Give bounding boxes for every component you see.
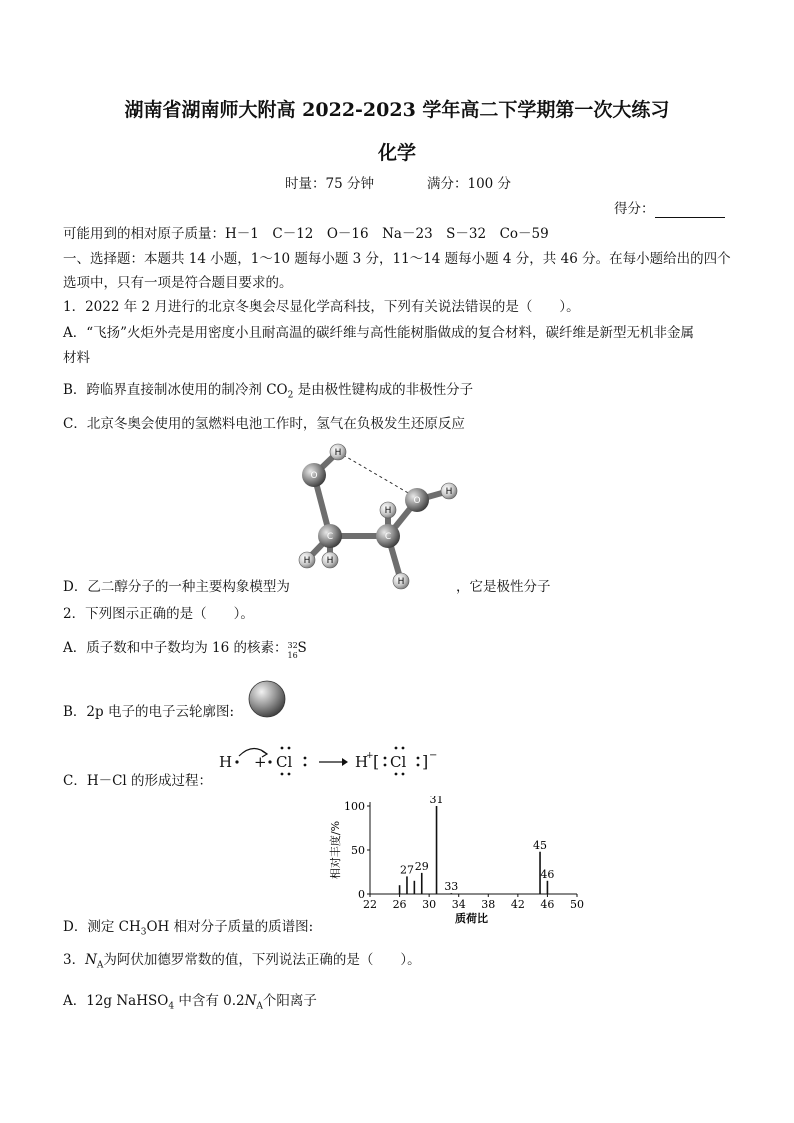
plus-sign: +: [254, 753, 267, 771]
peak-label: 46: [540, 867, 555, 881]
element-symbol: S: [297, 640, 307, 656]
q2-option-c: C．H－Cl 的形成过程：: [63, 773, 213, 789]
q3-number: 3．: [63, 952, 86, 968]
q1-option-c: C．北京冬奥会使用的氢燃料电池工作时，氢气在负极发生还原反应: [63, 416, 465, 432]
x-tick-label: 30: [422, 898, 437, 911]
time-limit: 时量：75 分钟: [285, 176, 374, 192]
x-tick-label: 50: [570, 898, 584, 911]
q1-option-d-tail: ，它是极性分子: [456, 579, 551, 595]
svg-text:+: +: [366, 751, 374, 761]
peak-label: 27: [399, 863, 414, 877]
q3-option-a: [63, 992, 317, 1016]
atom-label-c: C: [384, 532, 392, 542]
chlorine-symbol: Cl: [276, 753, 293, 771]
q3-a-sub: 4: [168, 1001, 175, 1012]
y-tick-label: 100: [344, 800, 365, 813]
electron-dot: [268, 760, 271, 763]
x-tick-label: 26: [392, 898, 407, 911]
svg-text:−: −: [429, 750, 438, 761]
q3-a-pre: A．12g NaHSO: [63, 993, 169, 1009]
subject-title: 化学: [377, 142, 416, 164]
score-field: [614, 200, 725, 218]
q3-stem: [63, 951, 421, 975]
atomic-masses: 可能用到的相对原子质量：H－1 C－12 O－16 Na－23 S－32 Co－59: [63, 226, 549, 242]
q1-option-a-cont: 材料: [63, 350, 90, 366]
y-axis-label: 相对丰度/%: [329, 820, 342, 880]
atomic-number: 16: [287, 651, 298, 660]
q1-b-pre: B．跨临界直接制冰使用的制冷剂 CO: [63, 382, 288, 398]
full-score: 满分：100 分: [427, 176, 512, 192]
x-tick-label: 34: [451, 898, 466, 911]
atom-label-h: H: [397, 577, 405, 587]
chloride-symbol: Cl: [390, 753, 407, 771]
q1-option-a: A．“飞扬”火炬外壳是用密度小且耐高温的碳纤维与高性能树脂做成的复合材料，碳纤维是新型无机非金属: [63, 325, 695, 341]
hydrogen-symbol: H: [219, 753, 233, 771]
svg-text:]: ]: [422, 752, 429, 771]
atom-label-h: H: [445, 487, 453, 497]
peak-label: 31: [429, 796, 444, 806]
score-blank[interactable]: [655, 205, 725, 218]
q1-option-b: [63, 381, 473, 405]
q2-option-b: B．2p 电子的电子云轮廓图:: [63, 704, 234, 720]
q3-a-mid: 中含有 0.2: [174, 993, 245, 1009]
peak-label: 45: [533, 838, 548, 852]
hydrogen-ion-symbol: H: [355, 753, 369, 771]
sphere-orbital-icon: [247, 679, 287, 719]
avogadro-sub: A: [256, 1001, 263, 1012]
x-tick-label: 38: [481, 898, 496, 911]
score-label: 得分：: [614, 201, 655, 217]
q2-d-pre: D．测定 CH: [63, 919, 141, 935]
atom-label-h: H: [334, 448, 342, 458]
q2-d-sub: 3: [140, 927, 147, 938]
y-tick-label: 0: [358, 888, 365, 901]
atom-label-h: H: [326, 556, 334, 566]
q1-stem: 1．2022 年 2 月进行的北京冬奥会尽显化学高科技，下列有关说法错误的是（ ）。: [63, 299, 580, 315]
atom-label-h: H: [384, 506, 392, 516]
peak-label: 29: [414, 859, 429, 873]
hcl-formation-diagram: [215, 738, 445, 784]
q2-d-post: OH 相对分子质量的质谱图:: [146, 919, 314, 935]
mass-spectrum-chart: [325, 796, 590, 928]
q3-a-post: 个阳离子: [262, 993, 317, 1009]
svg-text:[: [: [373, 752, 380, 771]
peak-label: 33: [444, 880, 459, 894]
ethylene-glycol-model: [290, 440, 470, 595]
section-intro-2: 选项中，只有一项是符合题目要求的。: [63, 275, 293, 291]
avogadro-sub: A: [96, 960, 104, 971]
mass-number: 32: [287, 641, 298, 650]
atom-label-o: O: [310, 471, 318, 481]
q2-option-a: [63, 639, 308, 660]
atom-label-h: H: [303, 556, 311, 566]
y-tick-label: 50: [351, 844, 365, 857]
x-tick-label: 22: [363, 898, 377, 911]
q1-b-post: 是由极性键构成的非极性分子: [293, 382, 474, 398]
q1-b-sub: 2: [287, 390, 294, 401]
atom-label-c: C: [326, 532, 334, 542]
q2-a-text: A．质子数和中子数均为 16 的核素：: [63, 640, 288, 656]
q2-stem: 2．下列图示正确的是（ ）。: [63, 606, 254, 622]
electron-dot: [235, 760, 238, 763]
q3-stem-text: 为阿伏加德罗常数的值，下列说法正确的是（ ）。: [103, 952, 421, 968]
avogadro-symbol: N: [244, 993, 257, 1009]
q2-option-d: [63, 918, 313, 942]
x-axis-label: 质荷比: [455, 912, 488, 925]
avogadro-symbol: N: [85, 952, 97, 968]
nuclide-symbol: [287, 639, 308, 660]
q1-option-d: D．乙二醇分子的一种主要构象模型为: [63, 579, 290, 595]
atom-label-o: O: [413, 496, 421, 506]
page-title: 湖南省湖南师大附高 2022-2023 学年高二下学期第一次大练习: [124, 99, 670, 121]
x-tick-label: 42: [510, 898, 525, 911]
section-intro-1: 一、选择题：本题共 14 小题，1～10 题每小题 3 分，11～14 题每小题 4 分，共 46 分。在每小题给出的四个: [63, 251, 731, 267]
x-tick-label: 46: [540, 898, 555, 911]
